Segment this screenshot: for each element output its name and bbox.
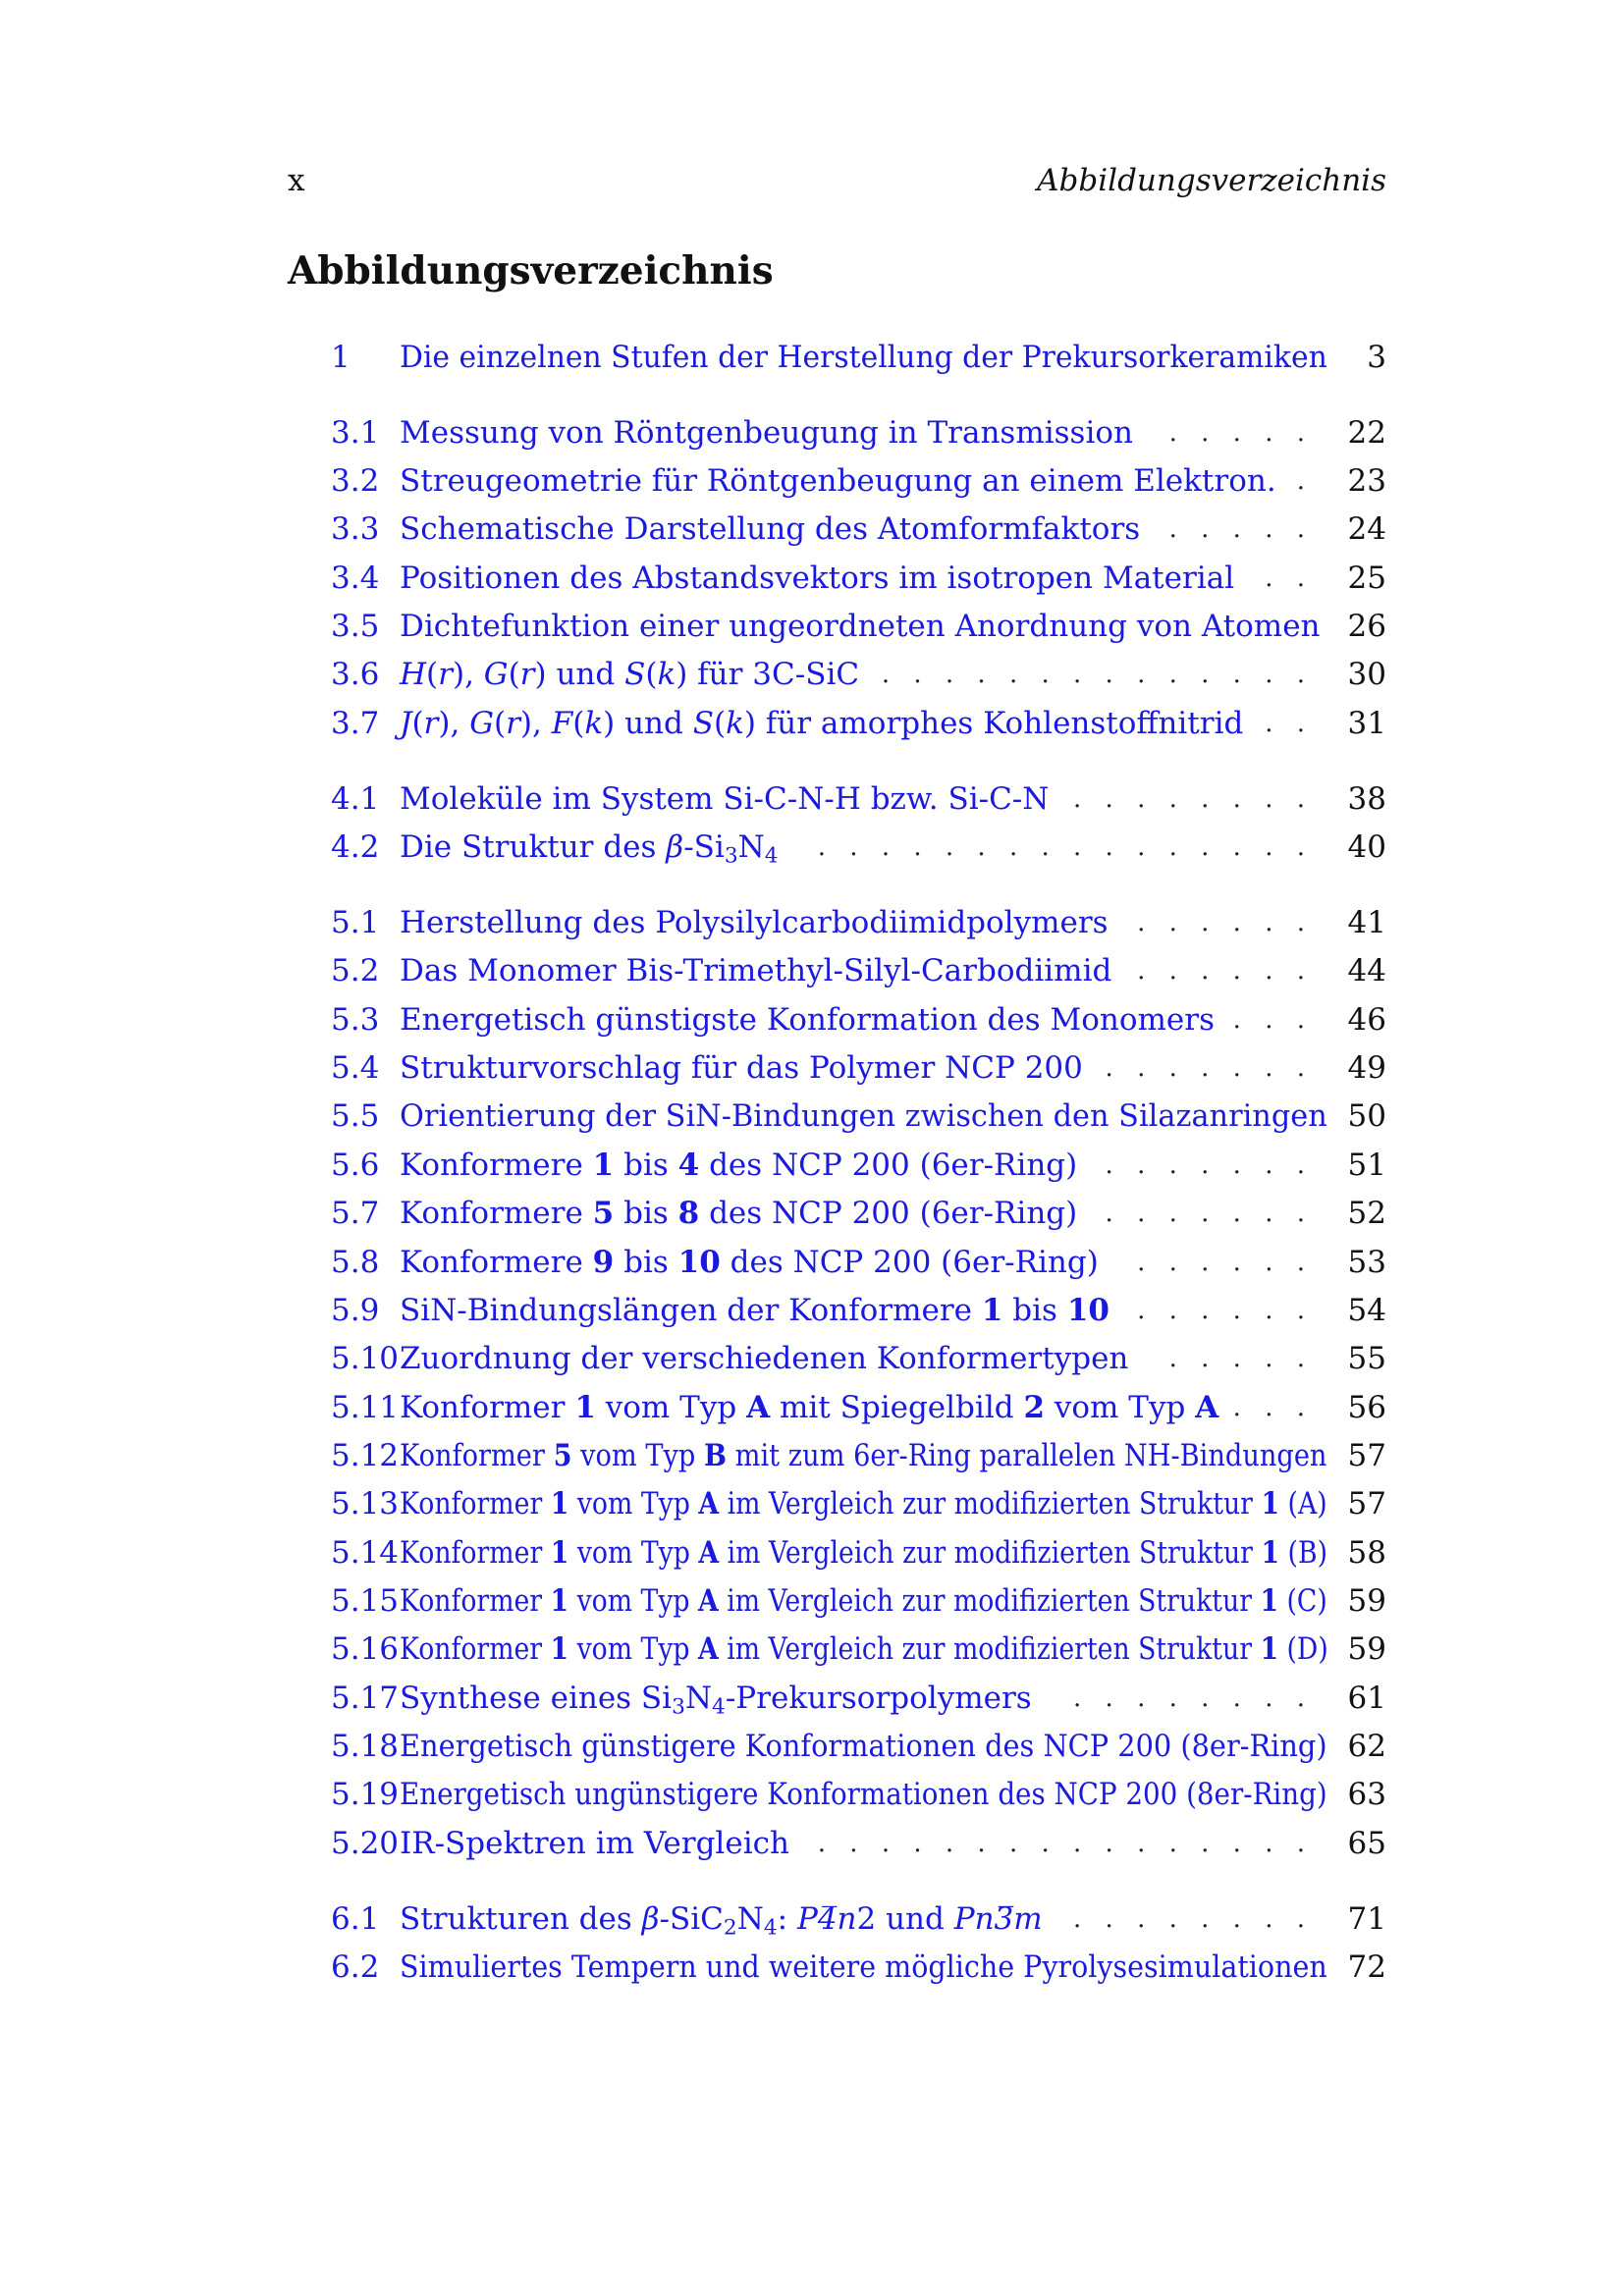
caption-fragment: bis [614, 1196, 678, 1231]
figure-number[interactable]: 3.2 [331, 463, 380, 499]
dot-leaders: . . . . . [1168, 418, 1313, 448]
figure-number[interactable]: 4.2 [331, 829, 380, 865]
page-ref: 59 [1347, 1583, 1386, 1619]
figure-caption[interactable] [400, 559, 1234, 598]
caption-fragment: H [400, 657, 427, 692]
page-title: Abbildungsverzeichnis [288, 248, 774, 294]
caption-fragment: 1 [550, 1583, 569, 1619]
figure-caption[interactable] [400, 1679, 1032, 1727]
page-ref: 56 [1347, 1390, 1386, 1425]
caption-fragment: G [469, 706, 494, 741]
figure-caption[interactable] [400, 1194, 1077, 1233]
caption-fragment: bis [1002, 1293, 1067, 1328]
dot-leaders: . . . . . [1168, 1344, 1313, 1373]
caption-fragment: Synthese eines Si [400, 1681, 673, 1716]
caption-fragment: B [704, 1438, 728, 1473]
caption-fragment: Konformer [400, 1438, 554, 1473]
figure-entry[interactable] [331, 1948, 1386, 1987]
caption-fragment: A [1195, 1390, 1219, 1425]
figure-entry[interactable] [331, 1629, 1386, 1669]
dot-leaders: . . . . . . [1137, 908, 1313, 937]
caption-fragment: mit zum 6er-Ring parallelen NH-Bindungen [727, 1438, 1327, 1473]
caption-fragment: (B) [1279, 1535, 1328, 1571]
dot-leaders: . . . . . . . [1105, 1150, 1313, 1180]
page-ref: 61 [1347, 1681, 1386, 1716]
caption-fragment: 2 [1023, 1390, 1046, 1425]
page-number: x [288, 163, 305, 198]
figure-number[interactable]: 5.1 [331, 905, 380, 940]
figure-entry[interactable] [331, 828, 1386, 867]
page-ref: 25 [1347, 561, 1386, 596]
figure-entry[interactable] [331, 1291, 1386, 1330]
caption-fragment: ( [508, 657, 520, 692]
figure-entry[interactable] [331, 1775, 1386, 1814]
caption-fragment: 4 [677, 1148, 700, 1183]
caption-fragment: r [506, 706, 520, 741]
caption-fragment: 1 [981, 1293, 1003, 1328]
dot-leaders: . . . . . . . [1105, 1199, 1313, 1228]
figure-number[interactable]: 3.6 [331, 657, 380, 692]
figure-number[interactable]: 5.2 [331, 953, 380, 988]
caption-fragment: des NCP 200 (6er-Ring) [699, 1148, 1078, 1183]
caption-fragment: 1 [574, 1390, 596, 1425]
caption-fragment: A [698, 1486, 720, 1522]
caption-fragment: 1 [1260, 1583, 1279, 1619]
figure-number[interactable]: 5.15 [331, 1583, 400, 1619]
caption-fragment: Strukturen des [400, 1901, 642, 1937]
caption-fragment: Konformer [400, 1535, 551, 1571]
figure-number[interactable]: 5.16 [331, 1631, 400, 1667]
caption-fragment: Zuordnung der verschiedenen Konformertypen [400, 1341, 1129, 1376]
figure-entry[interactable] [331, 338, 1386, 377]
figure-entry[interactable] [331, 779, 1386, 819]
figure-caption[interactable] [400, 704, 1243, 743]
page-ref: 22 [1347, 415, 1386, 451]
caption-fragment: ( [493, 706, 507, 741]
page-ref: 3 [1367, 340, 1386, 375]
figure-number[interactable]: 1 [331, 340, 351, 375]
figure-caption[interactable] [400, 1533, 1327, 1573]
caption-fragment: vom Typ [568, 1535, 699, 1571]
figure-entry[interactable] [331, 1000, 1386, 1040]
caption-fragment: Konformere [400, 1245, 593, 1280]
caption-fragment: N [737, 829, 765, 865]
figure-entry[interactable] [331, 1048, 1386, 1088]
figure-entry[interactable] [331, 1533, 1386, 1573]
caption-fragment: Konformer [400, 1486, 551, 1522]
caption-fragment: -Si [683, 829, 725, 865]
caption-fragment: Orientierung der SiN-Bindungen zwischen den Silazanringen [400, 1098, 1327, 1134]
caption-fragment: 10 [1066, 1293, 1109, 1328]
caption-fragment: IR-Spektren im Vergleich [400, 1826, 789, 1861]
caption-fragment: im Vergleich zur modifizierten Struktur [718, 1631, 1261, 1667]
page-ref: 31 [1347, 706, 1386, 741]
caption-fragment: ), [452, 657, 484, 692]
caption-fragment: Simuliertes Tempern und weitere mögliche Pyrolysesimulationen [400, 1949, 1327, 1985]
figure-caption[interactable] [400, 1388, 1218, 1427]
page-ref: 49 [1347, 1050, 1386, 1086]
page-ref: 71 [1347, 1901, 1386, 1937]
dot-leaders: . . . . . . . . [1073, 1683, 1313, 1713]
dot-leaders: . . . [1232, 1005, 1313, 1035]
figure-number[interactable]: 5.8 [331, 1245, 380, 1280]
figure-number[interactable]: 3.3 [331, 511, 380, 547]
page-ref: 55 [1347, 1341, 1386, 1376]
caption-fragment: A [698, 1535, 720, 1571]
caption-fragment: Energetisch günstigere Konformationen des NCP 200 (8er-Ring) [400, 1729, 1327, 1764]
page-ref: 41 [1347, 905, 1386, 940]
caption-fragment: Dichtefunktion einer ungeordneten Anordnung von Atomen [400, 609, 1321, 644]
caption-fragment: S [692, 706, 714, 741]
figure-number[interactable]: 3.7 [331, 706, 380, 741]
figure-number[interactable]: 5.3 [331, 1002, 380, 1038]
figure-number[interactable]: 3.5 [331, 609, 380, 644]
dot-leaders: . . . . . [1168, 514, 1313, 544]
caption-fragment: Konformere [400, 1148, 593, 1183]
page-ref: 58 [1347, 1535, 1386, 1571]
dot-leaders: . . . [1232, 1393, 1313, 1422]
caption-fragment: 1 [592, 1148, 615, 1183]
figure-caption[interactable] [400, 413, 1133, 453]
caption-fragment: 2 und [856, 1901, 954, 1937]
caption-fragment: Moleküle im System Si-C-N-H bzw. Si-C-N [400, 781, 1050, 817]
dot-leaders: . . . . . . [1137, 956, 1313, 986]
caption-fragment: β [666, 829, 684, 865]
figure-entry[interactable] [331, 655, 1386, 694]
caption-fragment: ( [426, 657, 439, 692]
caption-fragment: im Vergleich zur modifizierten Struktur [719, 1535, 1262, 1571]
caption-fragment: 9 [592, 1245, 615, 1280]
figure-caption[interactable] [400, 1339, 1128, 1378]
caption-fragment: ), [519, 706, 552, 741]
caption-fragment: S [624, 657, 646, 692]
dot-leaders: . . . . . . . . . . . . . . . . [817, 832, 1313, 862]
caption-fragment: Energetisch günstigste Konformation des Monomers [400, 1002, 1215, 1038]
page-ref: 65 [1347, 1826, 1386, 1861]
caption-fragment: Energetisch ungünstigere Konformationen des NCP 200 (8er-Ring) [400, 1777, 1327, 1812]
figure-number[interactable]: 5.6 [331, 1148, 380, 1183]
figure-caption[interactable] [400, 1581, 1327, 1621]
caption-fragment: 1 [550, 1631, 569, 1667]
caption-fragment: 3 [672, 1694, 685, 1720]
caption-fragment: r [519, 657, 535, 692]
figure-caption[interactable] [400, 1243, 1099, 1282]
caption-fragment: Positionen des Abstandsvektors im isotropen Material [400, 561, 1235, 596]
caption-fragment: 4 [712, 1694, 726, 1720]
caption-fragment: vom Typ [595, 1390, 747, 1425]
caption-fragment: (C) [1278, 1583, 1327, 1619]
dot-leaders: . . . . . . . . [1073, 784, 1313, 814]
figure-entry[interactable] [331, 1679, 1386, 1718]
figure-entry[interactable] [331, 1388, 1386, 1427]
caption-fragment: Konformer [400, 1390, 575, 1425]
figure-caption[interactable] [400, 1775, 1327, 1814]
figure-number[interactable]: 5.19 [331, 1777, 400, 1812]
figure-caption[interactable] [400, 1727, 1327, 1766]
caption-fragment: 10 [677, 1245, 721, 1280]
caption-fragment: k [584, 706, 604, 741]
figure-number[interactable]: 3.1 [331, 415, 380, 451]
caption-fragment: 5 [592, 1196, 615, 1231]
page-ref: 52 [1347, 1196, 1386, 1231]
figure-number[interactable]: 5.18 [331, 1729, 400, 1764]
figure-entry[interactable] [331, 559, 1386, 598]
caption-fragment: ) für 3C-SiC [676, 657, 860, 692]
dot-leaders: . . . . . . . . [1073, 1904, 1313, 1934]
page-ref: 54 [1347, 1293, 1386, 1328]
caption-fragment: Die Struktur des [400, 829, 667, 865]
caption-fragment: Schematische Darstellung des Atomformfaktors [400, 511, 1141, 547]
caption-fragment: 8 [677, 1196, 700, 1231]
caption-fragment: 1 [1261, 1486, 1280, 1522]
figure-entry[interactable] [331, 509, 1386, 549]
caption-fragment: k [726, 706, 744, 741]
figure-caption[interactable] [400, 779, 1049, 819]
figure-number[interactable]: 3.4 [331, 561, 380, 596]
caption-fragment: 5 [553, 1438, 572, 1473]
figure-entry[interactable] [331, 1339, 1386, 1378]
caption-fragment: : [777, 1901, 797, 1937]
caption-fragment: vom Typ [1045, 1390, 1196, 1425]
figure-entry[interactable] [331, 461, 1386, 501]
caption-fragment: im Vergleich zur modifizierten Struktur [718, 1583, 1261, 1619]
figure-caption[interactable] [400, 951, 1111, 990]
caption-fragment: Messung von Röntgenbeugung in Transmission [400, 415, 1133, 451]
figure-number[interactable]: 5.13 [331, 1486, 400, 1522]
dot-leaders: . . . . . . . [1105, 1053, 1313, 1083]
figure-entry[interactable] [331, 951, 1386, 990]
figure-caption[interactable] [400, 1824, 789, 1863]
caption-fragment: F [551, 706, 573, 741]
figure-caption[interactable] [400, 1291, 1109, 1330]
figure-entry[interactable] [331, 1096, 1386, 1136]
caption-fragment: Das Monomer Bis-Trimethyl-Silyl-Carbodiimid [400, 953, 1112, 988]
caption-fragment: 1 [550, 1535, 569, 1571]
caption-fragment: bis [614, 1245, 678, 1280]
page-ref: 44 [1347, 953, 1386, 988]
caption-fragment: ( [645, 657, 658, 692]
caption-fragment: 1 [1261, 1535, 1280, 1571]
figure-number[interactable]: 5.4 [331, 1050, 380, 1086]
caption-fragment: k [657, 657, 676, 692]
caption-fragment: J [400, 706, 412, 741]
dot-leaders: . . . . . . . . . . . . . . . . [817, 1829, 1313, 1858]
caption-fragment: vom Typ [571, 1438, 705, 1473]
figure-caption[interactable] [400, 1096, 1327, 1136]
figure-entry[interactable] [331, 903, 1386, 942]
caption-fragment: bis [614, 1148, 678, 1183]
figure-entry[interactable] [331, 607, 1386, 646]
caption-fragment: -SiC [659, 1901, 724, 1937]
running-head [288, 163, 1386, 202]
caption-fragment: ) und [603, 706, 693, 741]
figure-entry[interactable] [331, 1484, 1386, 1523]
figure-caption[interactable] [400, 1948, 1327, 1987]
figure-caption[interactable] [400, 607, 1321, 646]
caption-fragment: Strukturvorschlag für das Polymer NCP 200 [400, 1050, 1083, 1086]
figure-entry[interactable] [331, 1146, 1386, 1185]
figure-caption[interactable] [400, 1629, 1328, 1669]
caption-fragment: -Prekursorpolymers [725, 1681, 1032, 1716]
dot-leaders: . [1296, 466, 1313, 496]
dot-leaders: . . . . . . [1137, 1296, 1313, 1325]
caption-fragment: ( [411, 706, 424, 741]
figure-caption[interactable] [400, 1146, 1077, 1185]
caption-fragment: vom Typ [568, 1583, 699, 1619]
figure-number[interactable]: 5.11 [331, 1390, 400, 1425]
caption-fragment: vom Typ [568, 1486, 699, 1522]
figure-entry[interactable] [331, 1243, 1386, 1282]
caption-fragment: ), [438, 706, 470, 741]
caption-fragment: SiN-Bindungslängen der Konformere [400, 1293, 982, 1328]
caption-fragment: β [641, 1901, 660, 1937]
caption-fragment: des NCP 200 (6er-Ring) [720, 1245, 1099, 1280]
figure-entry[interactable] [331, 1727, 1386, 1766]
caption-fragment: A [746, 1390, 771, 1425]
caption-fragment: N [736, 1901, 764, 1937]
figure-entry[interactable] [331, 1824, 1386, 1863]
caption-fragment: mit Spiegelbild [770, 1390, 1024, 1425]
figure-caption[interactable] [400, 1048, 1083, 1088]
figure-caption[interactable] [400, 338, 1327, 377]
caption-fragment: Konformer [400, 1583, 551, 1619]
figure-number[interactable]: 5.17 [331, 1681, 400, 1716]
caption-fragment: A [698, 1583, 719, 1619]
figure-number[interactable]: 5.7 [331, 1196, 380, 1231]
caption-fragment: Die einzelnen Stufen der Herstellung der Prekursorkeramiken [400, 340, 1327, 375]
figure-caption[interactable] [400, 828, 779, 876]
figure-entry[interactable] [331, 1899, 1386, 1939]
page-ref: 50 [1347, 1098, 1386, 1134]
page-ref: 51 [1347, 1148, 1386, 1183]
page-ref: 63 [1347, 1777, 1386, 1812]
page-ref: 30 [1347, 657, 1386, 692]
page-ref: 23 [1347, 463, 1386, 499]
figure-number[interactable]: 4.1 [331, 781, 380, 817]
caption-fragment: 3 [724, 843, 738, 869]
figure-caption[interactable] [400, 1000, 1215, 1040]
figure-number[interactable]: 5.20 [331, 1826, 400, 1861]
figure-caption[interactable] [400, 1484, 1327, 1523]
caption-fragment: ) und [534, 657, 625, 692]
caption-fragment: 4 [764, 843, 779, 869]
caption-fragment: 2 [723, 1915, 737, 1941]
figure-entry[interactable] [331, 704, 1386, 743]
caption-fragment: N [684, 1681, 713, 1716]
page-ref: 59 [1347, 1631, 1386, 1667]
page-ref: 72 [1347, 1949, 1386, 1985]
dot-leaders: . . . . . . [1137, 1248, 1313, 1277]
caption-fragment: des NCP 200 (6er-Ring) [699, 1196, 1078, 1231]
caption-fragment: Pn3̅m [953, 1901, 1043, 1937]
figure-caption[interactable] [400, 1436, 1326, 1475]
figure-caption[interactable] [400, 903, 1109, 942]
caption-fragment: r [438, 657, 453, 692]
caption-fragment: vom Typ [568, 1631, 699, 1667]
figure-caption[interactable] [400, 509, 1140, 549]
page-ref: 38 [1347, 781, 1386, 817]
caption-fragment: ( [572, 706, 585, 741]
caption-fragment: Konformer [400, 1631, 551, 1667]
page-ref: 53 [1347, 1245, 1386, 1280]
figure-caption[interactable] [400, 1899, 1043, 1948]
caption-fragment: 4 [763, 1915, 778, 1941]
figure-number[interactable]: 5.5 [331, 1098, 380, 1134]
caption-fragment: 1 [550, 1486, 569, 1522]
page-ref: 57 [1347, 1438, 1386, 1473]
dot-leaders: . . [1265, 709, 1313, 738]
caption-fragment: Konformere [400, 1196, 593, 1231]
figure-caption[interactable] [400, 655, 859, 694]
figure-entry[interactable] [331, 1194, 1386, 1233]
caption-fragment: G [483, 657, 509, 692]
figure-number[interactable]: 5.9 [331, 1293, 380, 1328]
caption-fragment: ) für amorphes Kohlenstoffnitrid [743, 706, 1244, 741]
dot-leaders: . . . . . . . . . . . . . . [881, 660, 1313, 689]
page-ref: 24 [1347, 511, 1386, 547]
figure-number[interactable]: 5.14 [331, 1535, 400, 1571]
caption-fragment: 1 [1260, 1631, 1279, 1667]
page-ref: 46 [1347, 1002, 1386, 1038]
figure-caption[interactable] [400, 461, 1276, 501]
running-title: Abbildungsverzeichnis [1037, 163, 1386, 198]
figure-entry[interactable] [331, 413, 1386, 453]
caption-fragment: r [423, 706, 439, 741]
page-ref: 57 [1347, 1486, 1386, 1522]
caption-fragment: (A) [1279, 1486, 1327, 1522]
figure-number[interactable]: 6.2 [331, 1949, 380, 1985]
page-ref: 40 [1347, 829, 1386, 865]
figure-number[interactable]: 6.1 [331, 1901, 380, 1937]
figure-entry[interactable] [331, 1581, 1386, 1621]
caption-fragment: im Vergleich zur modifizierten Struktur [719, 1486, 1262, 1522]
caption-fragment: ( [713, 706, 727, 741]
figure-number[interactable]: 5.12 [331, 1438, 400, 1473]
caption-fragment: (D) [1278, 1631, 1328, 1667]
caption-fragment: A [698, 1631, 719, 1667]
figure-number[interactable]: 5.10 [331, 1341, 400, 1376]
dot-leaders: . . [1265, 563, 1313, 593]
caption-fragment: Streugeometrie für Röntgenbeugung an einem Elektron. [400, 463, 1276, 499]
figure-entry[interactable] [331, 1436, 1386, 1475]
page-ref: 26 [1347, 609, 1386, 644]
page-ref: 62 [1347, 1729, 1386, 1764]
caption-fragment: Herstellung des Polysilylcarbodiimidpolymers [400, 905, 1109, 940]
caption-fragment: P4̅n [796, 1901, 857, 1937]
